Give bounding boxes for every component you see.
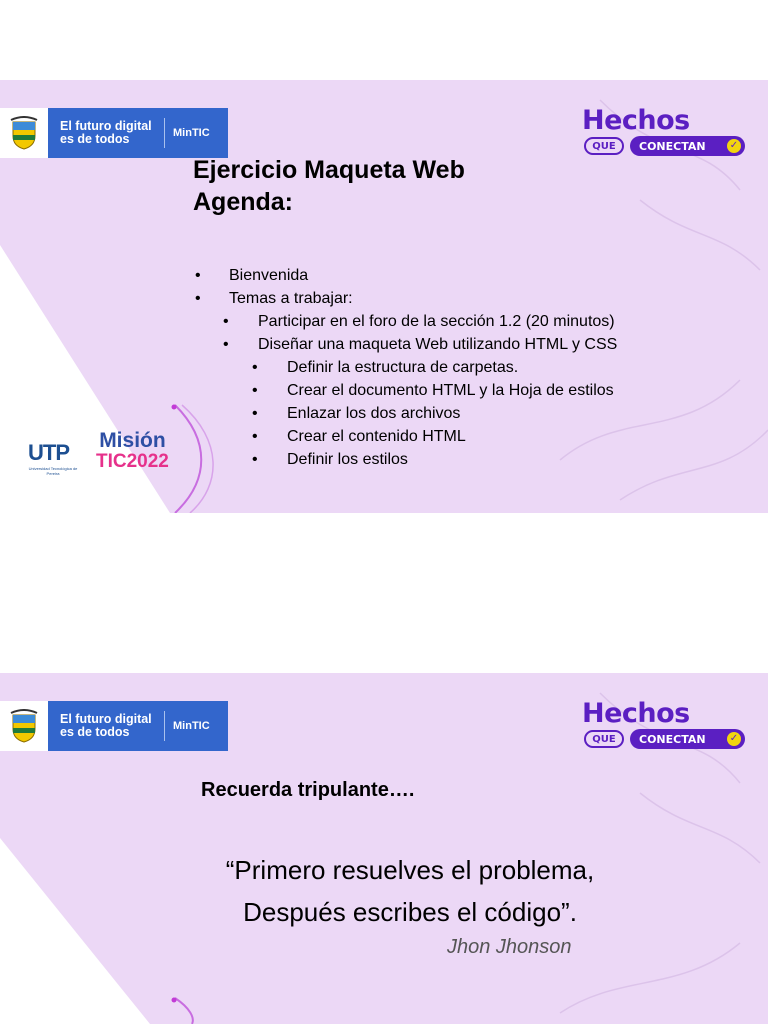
gov-slogan-line1: El futuro digital	[60, 712, 152, 726]
quote-text	[0, 849, 768, 933]
gov-slogan	[48, 713, 160, 739]
agenda-item: • Crear el documento HTML y la Hoja de estilos	[193, 379, 617, 402]
agenda-item: • Enlazar los dos archivos	[193, 402, 617, 425]
agenda-item: • Bienvenida	[193, 264, 617, 287]
gov-divider	[164, 118, 165, 148]
slide-title	[193, 154, 465, 218]
agenda-item: • Definir la estructura de carpetas.	[193, 356, 617, 379]
tic2022-label: TIC2022	[96, 451, 169, 472]
hechos-logo	[582, 698, 746, 754]
check-icon: ✓	[727, 732, 741, 746]
colombia-shield-icon	[0, 701, 48, 751]
quote-line1: “Primero resuelves el problema,	[225, 855, 595, 885]
check-icon: ✓	[727, 139, 741, 153]
gov-divider	[164, 711, 165, 741]
title-line2: Agenda:	[193, 188, 293, 216]
que-pill: QUE	[584, 730, 624, 748]
conectan-label: CONECTAN	[639, 732, 706, 746]
utp-mark: UTP	[28, 440, 69, 465]
gov-slogan-line2: es de todos	[60, 132, 130, 146]
colombia-shield-icon	[0, 108, 48, 158]
gov-banner	[0, 701, 228, 751]
title-line1: Ejercicio Maqueta Web	[193, 156, 465, 184]
slide-subtitle: Recuerda tripulante….	[201, 779, 415, 801]
agenda-list	[193, 264, 617, 471]
slide-quote	[0, 673, 768, 1024]
agenda-item: • Temas a trabajar:	[193, 287, 617, 310]
gov-slogan-line2: es de todos	[60, 725, 130, 739]
slide-agenda	[0, 80, 768, 513]
conectan-pill	[630, 136, 745, 156]
hechos-word: Hechos	[582, 698, 690, 729]
mision-label: Misión	[99, 429, 166, 452]
mintic-label: MinTIC	[173, 127, 210, 139]
utp-logo	[28, 440, 78, 476]
gov-slogan-line1: El futuro digital	[60, 119, 152, 133]
agenda-item: • Diseñar una maqueta Web utilizando HTML y CSS	[193, 333, 617, 356]
agenda-item: • Definir los estilos	[193, 448, 617, 471]
gov-slogan	[48, 120, 160, 146]
agenda-item: • Crear el contenido HTML	[193, 425, 617, 448]
quote-author: Jhon Jhonson	[447, 936, 572, 958]
utp-subtitle: Universidad Tecnológica de Pereira	[28, 466, 78, 476]
conectan-label: CONECTAN	[639, 139, 706, 153]
hechos-word: Hechos	[582, 105, 690, 136]
mintic-label: MinTIC	[173, 720, 210, 732]
conectan-pill	[630, 729, 745, 749]
mision-tic-logo	[96, 430, 169, 472]
quote-line2: Después escribes el código”.	[243, 897, 577, 927]
gov-banner	[0, 108, 228, 158]
que-pill: QUE	[584, 137, 624, 155]
hechos-logo	[582, 105, 746, 161]
agenda-item: • Participar en el foro de la sección 1.2 (20 minutos)	[193, 310, 617, 333]
